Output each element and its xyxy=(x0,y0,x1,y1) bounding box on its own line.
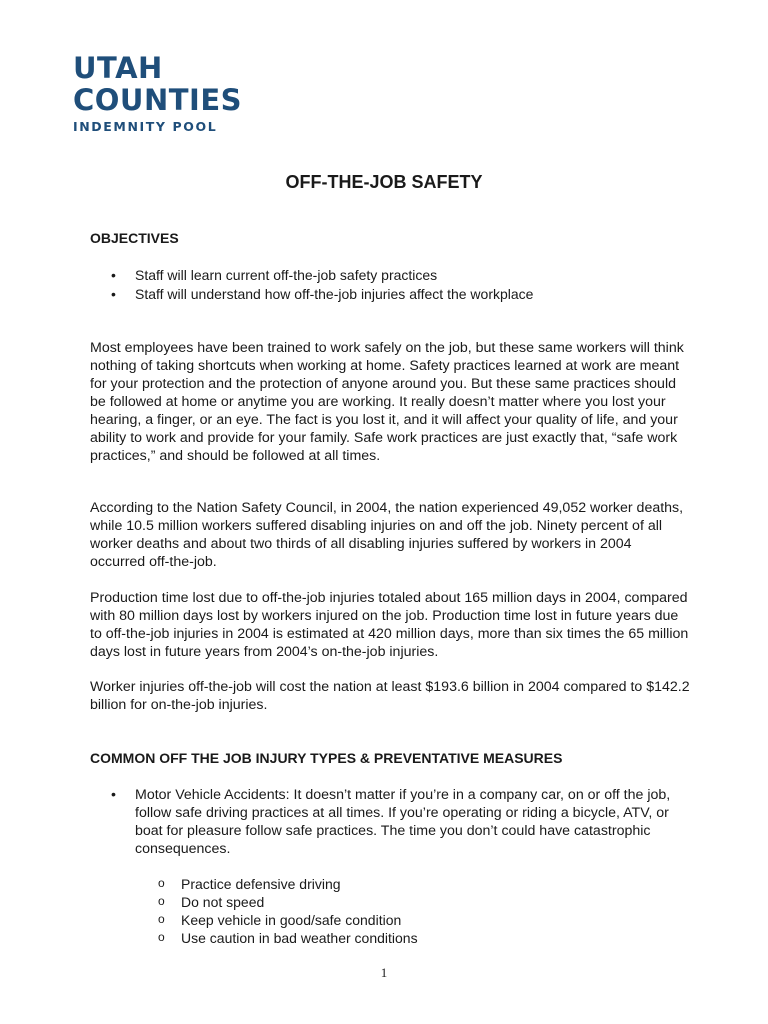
sub-item: o Keep vehicle in good/safe condition xyxy=(158,911,418,929)
objectives-heading: OBJECTIVES xyxy=(90,230,179,246)
paragraph-cost: Worker injuries off-the-job will cost the nation at least $193.6 billion in 2004 compared to $142.2 billion for on-the-job injuries. xyxy=(90,679,690,713)
motor-vehicle-sublist xyxy=(158,875,418,947)
paragraph-intro: Most employees have been trained to work safely on the job, but these same workers will think nothing of taking shortcuts when working at home. Safety practices learned at work are meant for your protection and the protection of anyone around you. But these same practices should be followed at home or anytime you are working. It really doesn’t matter where you lost your hearing, a finger, or an eye. The fact is you lost it, and it will affect your quality of life, and your ability to work and provide for your family. Safe work practices are just exactly that, “safe work practices,” and should be followed at all times. xyxy=(90,340,684,464)
page-title: OFF-THE-JOB SAFETY xyxy=(285,172,483,192)
motor-vehicle-item xyxy=(90,786,690,858)
sub-item: o Practice defensive driving xyxy=(158,875,418,893)
logo-line-utah: UTAH xyxy=(73,51,163,85)
paragraph-production-time: Production time lost due to off-the-job injuries totaled about 165 million days in 2004, compared with 80 million days lost by workers injured on the job. Production time lost in future years due to off-the-job injuries in 2004 is estimated at 420 million days, more than six times the 65 million days lost in future years from 2004’s on-the-job injuries. xyxy=(90,590,689,660)
objective-item: • Staff will learn current off-the-job safety practices xyxy=(90,266,533,285)
page-number: 1 xyxy=(380,965,388,980)
paragraph-statistics: According to the Nation Safety Council, in 2004, the nation experienced 49,052 worker deaths, while 10.5 million workers suffered disabling injuries on and off the job. Ninety percent of all worker deaths and about two thirds of all disabling injuries suffered by workers in 2004 occurred off-the-job. xyxy=(90,500,684,570)
common-injury-heading: COMMON OFF THE JOB INJURY TYPES & PREVENTATIVE MEASURES xyxy=(90,750,563,766)
bullet-marker: • xyxy=(111,787,116,803)
logo-line-counties: COUNTIES xyxy=(73,83,243,117)
objective-item: • Staff will understand how off-the-job injuries affect the workplace xyxy=(90,285,533,304)
objectives-list xyxy=(90,266,533,304)
utah-counties-logo xyxy=(73,52,242,134)
sub-item: o Use caution in bad weather conditions xyxy=(158,929,418,947)
motor-vehicle-text: Motor Vehicle Accidents: It doesn’t matter if you’re in a company car, on or off the job, follow safe driving practices at all times. If you’re operating or riding a bicycle, ATV, or boat for pleasure follow safe practices. The time you don’t could have catastrophic consequences. xyxy=(135,787,671,857)
sub-item: o Do not speed xyxy=(158,893,418,911)
logo-line-indemnity-pool: INDEMNITY POOL xyxy=(73,119,218,134)
